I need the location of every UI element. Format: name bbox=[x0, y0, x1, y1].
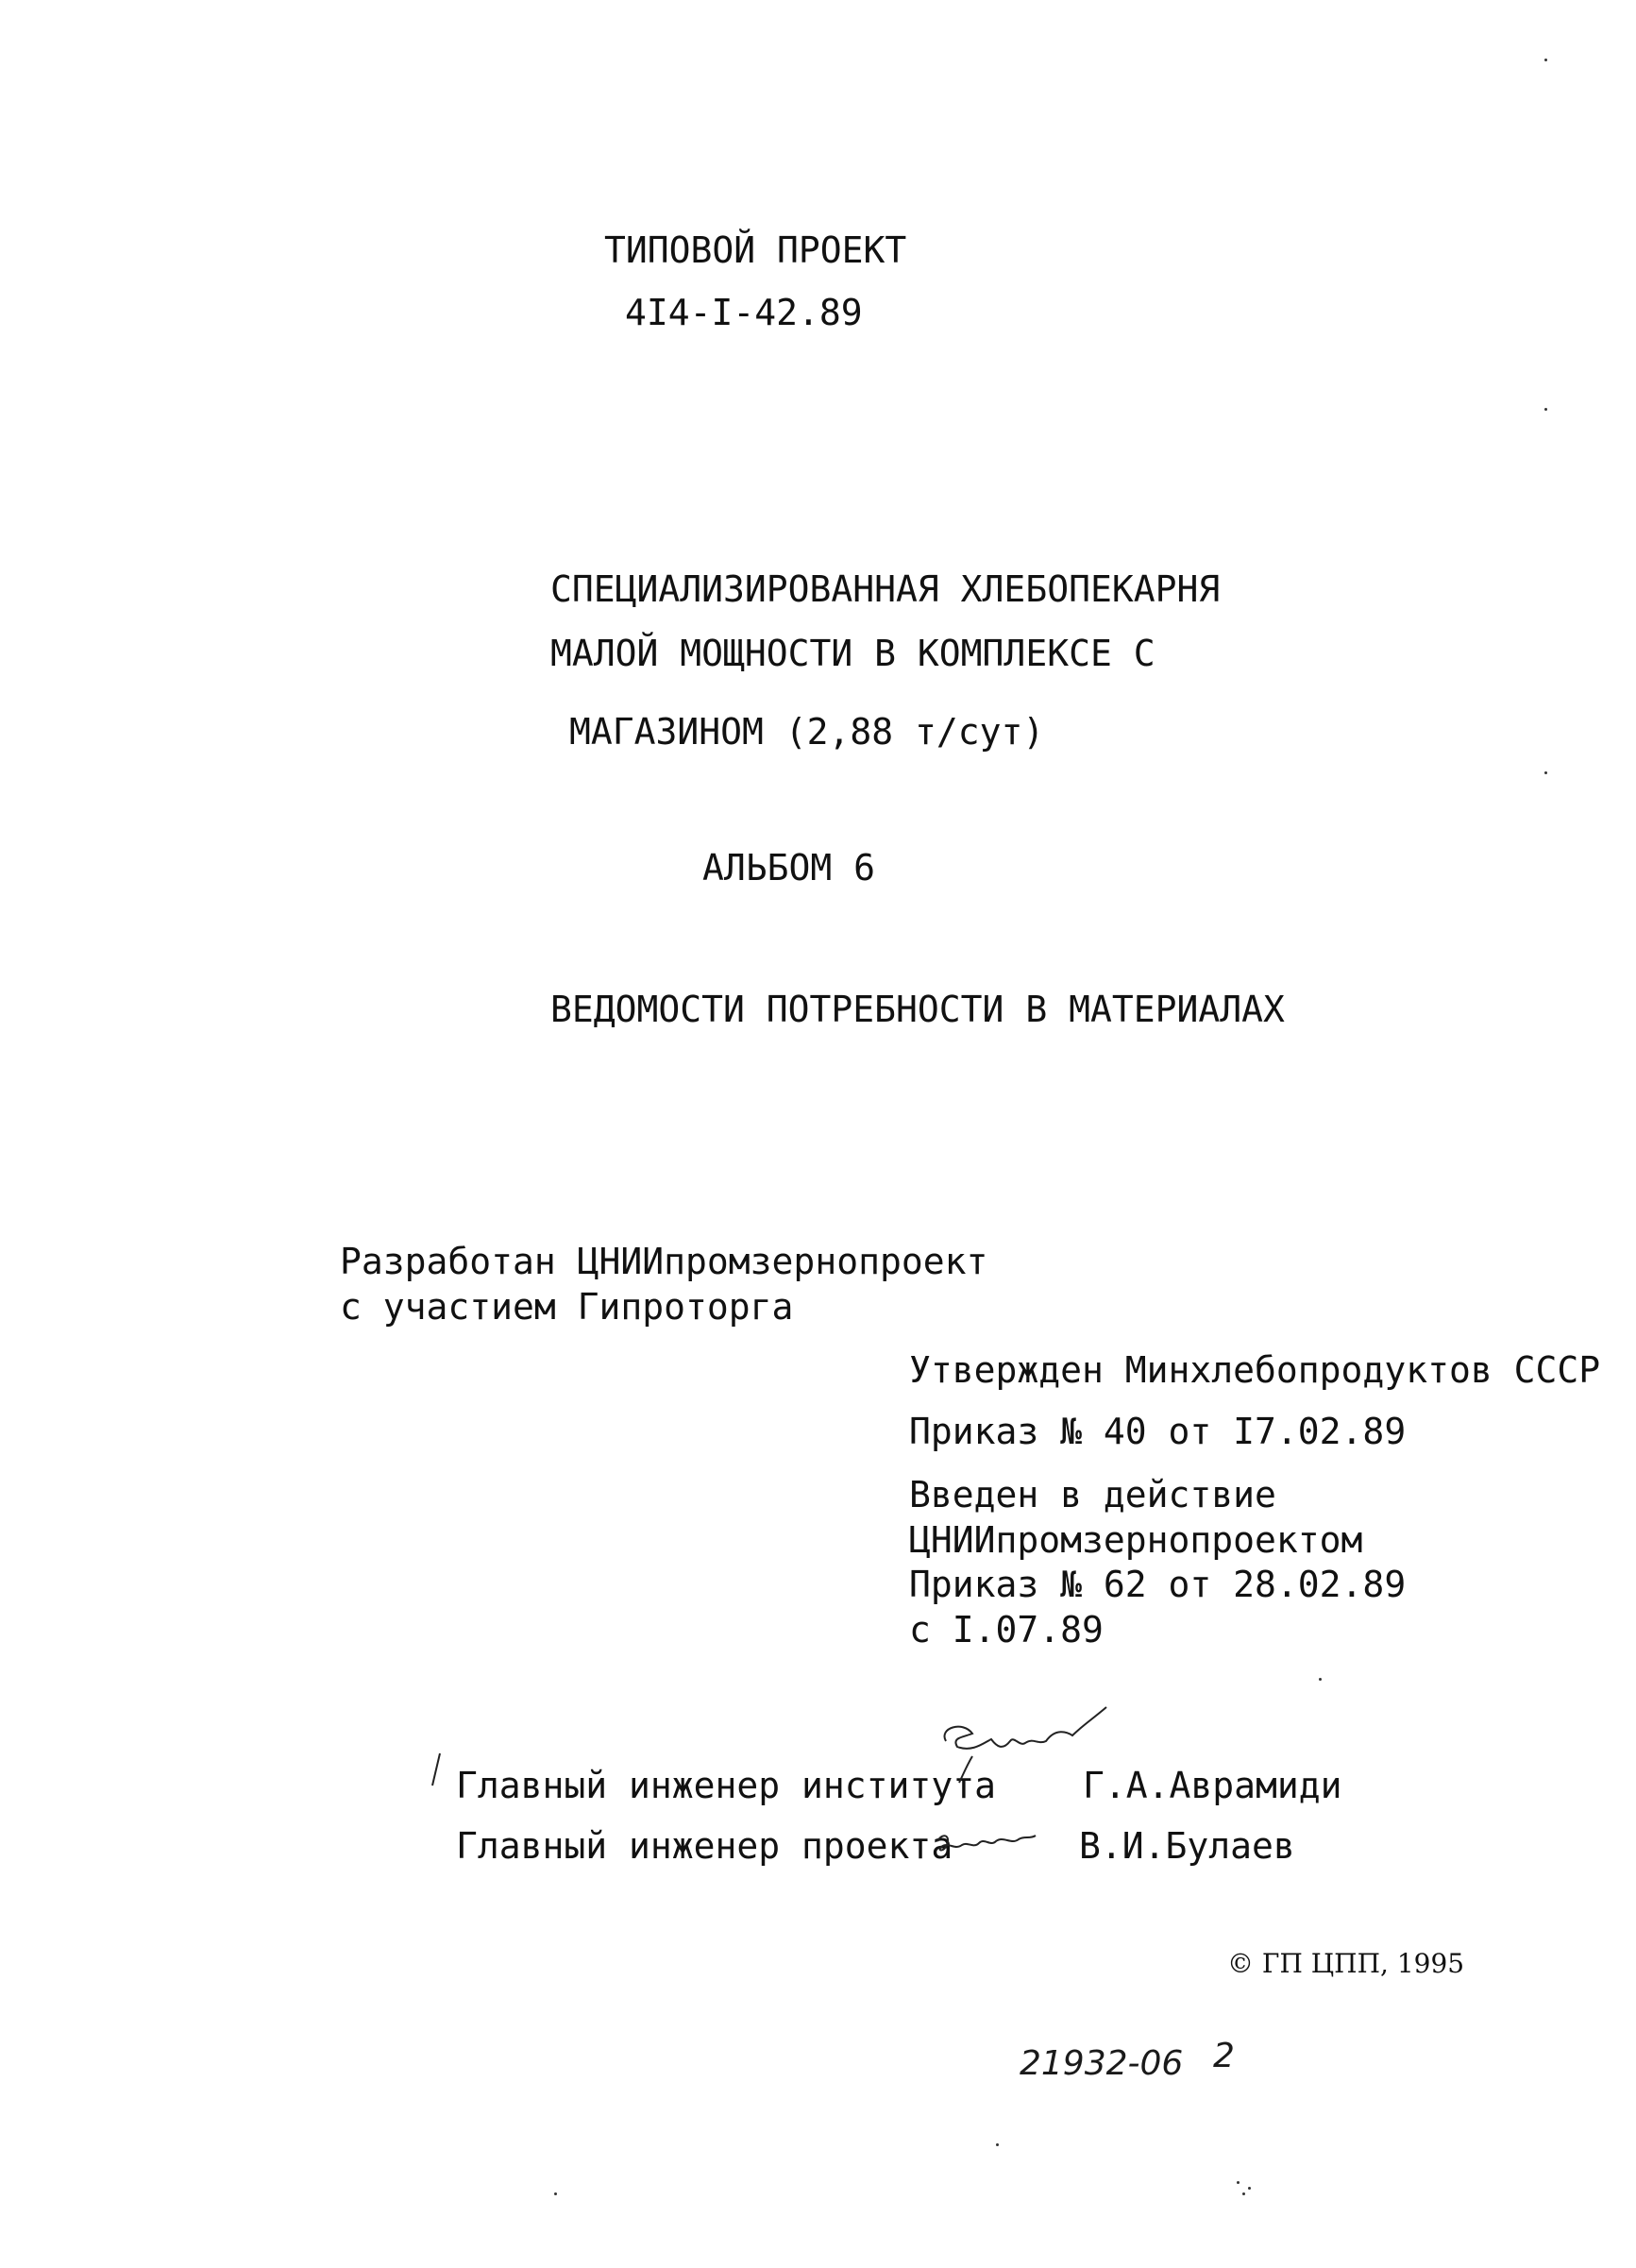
approval-line-4: ЦНИИпромзернопроектом bbox=[909, 1519, 1363, 1561]
chief-engineer-project-name: В.И.Булаев bbox=[1079, 1825, 1295, 1867]
developed-by-line-2: с участием Гипроторга bbox=[340, 1286, 794, 1328]
scan-speck bbox=[1242, 2192, 1245, 2195]
approval-line-3: Введен в действие bbox=[909, 1474, 1276, 1515]
copyright-notice: © ГП ЦПП, 1995 bbox=[1227, 1948, 1465, 1979]
scan-speck bbox=[1544, 59, 1547, 61]
chief-engineer-institute-title: Главный инженер института bbox=[456, 1765, 996, 1806]
title-line-2: МАЛОЙ МОЩНОСТИ В КОМПЛЕКСЕ С bbox=[550, 633, 1155, 674]
developed-by-line-1: Разработан ЦНИИпромзернопроект bbox=[340, 1241, 988, 1282]
approval-line-1: Утвержден Минхлебопродуктов СССР bbox=[909, 1349, 1601, 1391]
inventory-number: 21932-06 bbox=[1020, 2044, 1184, 2083]
scan-speck bbox=[554, 2192, 557, 2195]
approval-line-6: с I.07.89 bbox=[909, 1609, 1104, 1650]
tick-mark bbox=[427, 1752, 446, 1789]
project-type-heading: ТИПОВОЙ ПРОЕКТ bbox=[604, 229, 907, 271]
sheet-mark: 2 bbox=[1213, 2037, 1235, 2075]
chief-engineer-project-title: Главный инженер проекта bbox=[456, 1825, 953, 1867]
signature-bulaev bbox=[930, 1822, 1043, 1870]
scan-speck bbox=[1544, 771, 1547, 774]
title-line-3: МАГАЗИНОМ (2,88 т/сут) bbox=[569, 711, 1045, 753]
chief-engineer-institute-name: Г.А.Аврамиди bbox=[1083, 1765, 1342, 1806]
project-number: 4I4-I-42.89 bbox=[625, 292, 863, 333]
document-subject: ВЕДОМОСТИ ПОТРЕБНОСТИ В МАТЕРИАЛАХ bbox=[550, 989, 1285, 1030]
scan-speck bbox=[1237, 2181, 1240, 2184]
scan-speck bbox=[1544, 408, 1547, 411]
scan-speck bbox=[996, 2143, 999, 2146]
album-label: АЛЬБОМ 6 bbox=[702, 847, 876, 889]
scan-speck bbox=[1319, 1678, 1322, 1681]
title-line-1: СПЕЦИАЛИЗИРОВАННАЯ ХЛЕБОПЕКАРНЯ bbox=[550, 568, 1221, 610]
approval-line-5: Приказ № 62 от 28.02.89 bbox=[909, 1564, 1407, 1605]
approval-line-2: Приказ № 40 от I7.02.89 bbox=[909, 1411, 1407, 1452]
scan-speck bbox=[1248, 2187, 1251, 2190]
